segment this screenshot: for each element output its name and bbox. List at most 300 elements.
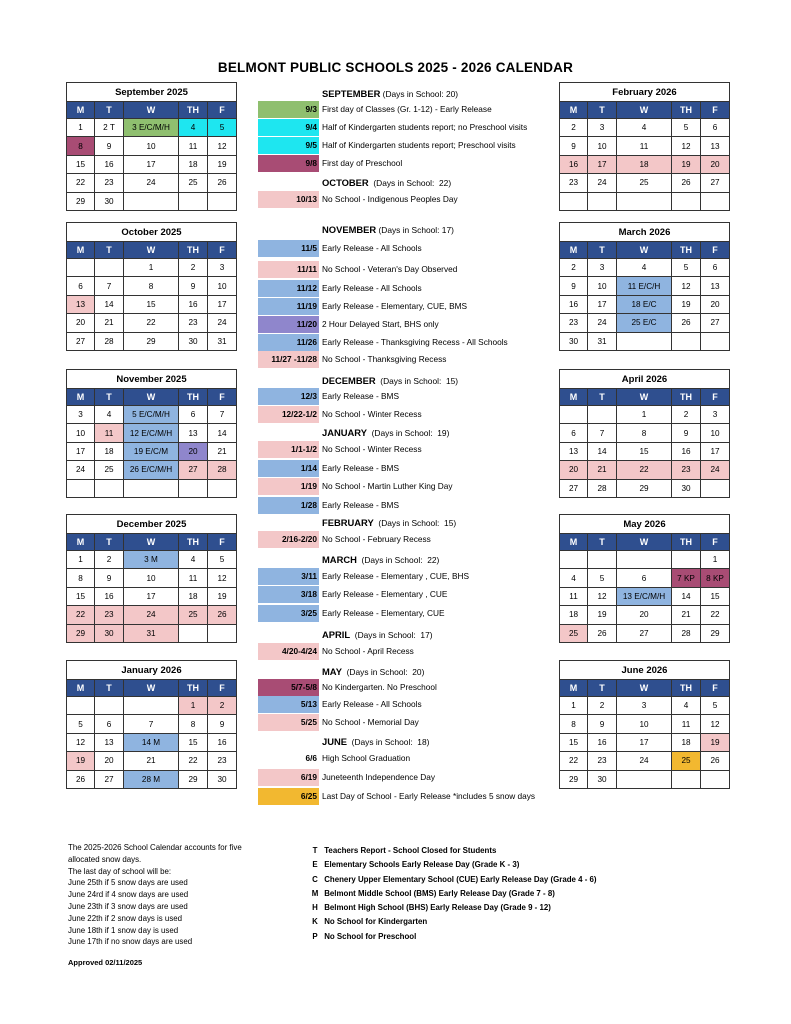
day-cell: 16 [560, 295, 588, 313]
event-date: 9/8 [258, 155, 319, 172]
weekday-header: M [560, 534, 588, 551]
event-row [258, 261, 548, 278]
month-calendar [559, 660, 730, 789]
day-cell: 8 [67, 569, 95, 587]
day-cell: 3 [588, 119, 617, 137]
month-name: April 2026 [560, 370, 730, 389]
day-cell: 10 [617, 715, 672, 733]
day-cell [701, 192, 730, 210]
weekday-header: M [560, 389, 588, 406]
month-name: June 2026 [560, 661, 730, 680]
day-cell [95, 697, 124, 715]
weekday-header: W [124, 389, 179, 406]
day-cell: 23 [179, 314, 208, 332]
day-cell: 26 [208, 174, 237, 192]
day-cell [208, 624, 237, 642]
day-cell: 9 [95, 569, 124, 587]
day-cell [588, 551, 617, 569]
day-cell: 28 [588, 479, 617, 497]
day-cell: 1 [124, 259, 179, 277]
weekday-header: T [95, 389, 124, 406]
event-row [258, 119, 548, 136]
event-description: No School - Martin Luther King Day [322, 481, 453, 491]
weekday-header: T [95, 534, 124, 551]
day-cell: 25 [617, 174, 672, 192]
day-cell: 2 [672, 406, 701, 424]
month-calendar [66, 369, 237, 498]
section-days-in-school: (Days in School: 15) [373, 518, 457, 528]
event-date: 5/7-5/8 [258, 679, 319, 696]
day-cell: 25 E/C [617, 314, 672, 332]
weekday-header: M [560, 242, 588, 259]
day-cell [560, 192, 588, 210]
month-calendar [559, 369, 730, 498]
month-name: September 2025 [67, 83, 237, 102]
day-cell: 18 [617, 155, 672, 173]
event-description: Early Release - Thanksgiving Recess - All Schools [322, 337, 508, 347]
legend-row [308, 930, 597, 944]
legend-text: Elementary Schools Early Release Day (Grade K - 3) [324, 860, 520, 870]
month-section-heading [322, 88, 458, 99]
event-description: No School - Veteran's Day Observed [322, 264, 458, 274]
legend-row [308, 901, 597, 915]
day-cell [672, 192, 701, 210]
weekday-header: TH [179, 389, 208, 406]
day-cell: 27 [701, 314, 730, 332]
event-row [258, 280, 548, 297]
day-cell: 18 [672, 733, 701, 751]
section-days-in-school: (Days in School: 22) [368, 178, 452, 188]
day-cell: 15 [179, 733, 208, 751]
day-cell: 17 [588, 155, 617, 173]
day-cell: 20 [560, 461, 588, 479]
legend-text: Belmont Middle School (BMS) Early Release Day (Grade 7 - 8) [324, 888, 555, 898]
day-cell [95, 479, 124, 497]
day-cell: 16 [179, 295, 208, 313]
event-date: 11/27 -11/28 [258, 351, 319, 368]
event-row [258, 406, 548, 423]
day-cell: 20 [179, 442, 208, 460]
weekday-header: W [617, 534, 672, 551]
section-month: APRIL [322, 629, 351, 640]
day-cell: 13 [179, 424, 208, 442]
day-cell: 10 [701, 424, 730, 442]
event-date: 11/26 [258, 334, 319, 351]
event-date: 1/28 [258, 497, 319, 514]
event-row [258, 531, 548, 548]
month-name: October 2025 [67, 223, 237, 242]
event-row [258, 351, 548, 368]
day-cell [560, 551, 588, 569]
legend-row [308, 844, 597, 858]
day-cell: 21 [208, 442, 237, 460]
event-row [258, 478, 548, 495]
day-cell: 4 [95, 406, 124, 424]
event-date: 9/5 [258, 137, 319, 154]
day-cell: 16 [95, 587, 124, 605]
day-cell [672, 332, 701, 350]
section-days-in-school: (Days in School: 20) [380, 89, 459, 99]
day-cell: 11 [179, 569, 208, 587]
weekday-header: W [124, 680, 179, 697]
day-cell: 24 [588, 174, 617, 192]
day-cell [617, 770, 672, 788]
day-cell: 10 [588, 277, 617, 295]
day-cell: 12 [701, 715, 730, 733]
day-cell: 28 [208, 461, 237, 479]
month-calendar [66, 82, 237, 211]
event-row [258, 334, 548, 351]
day-cell: 6 [95, 715, 124, 733]
day-cell: 24 [124, 174, 179, 192]
section-month: FEBRUARY [322, 517, 374, 528]
day-cell [617, 192, 672, 210]
day-cell: 15 [560, 733, 588, 751]
day-cell: 5 [208, 551, 237, 569]
day-cell: 12 [67, 733, 95, 751]
event-date: 6/25 [258, 788, 319, 805]
day-cell [124, 479, 179, 497]
day-cell: 25 [179, 606, 208, 624]
day-cell: 17 [701, 442, 730, 460]
day-cell [124, 192, 179, 210]
day-cell: 10 [588, 137, 617, 155]
day-cell: 20 [701, 295, 730, 313]
day-cell: 5 [67, 715, 95, 733]
legend-text: No School for Kindergarten [324, 917, 428, 927]
month-section-heading [322, 554, 439, 565]
month-calendar [559, 222, 730, 351]
weekday-header: TH [672, 534, 701, 551]
day-cell: 3 [67, 406, 95, 424]
section-month: JANUARY [322, 427, 367, 438]
day-cell: 4 [179, 551, 208, 569]
event-row [258, 696, 548, 713]
section-days-in-school: (Days in School: 17) [376, 225, 454, 235]
weekday-header: F [701, 102, 730, 119]
day-cell: 25 [179, 174, 208, 192]
day-cell: 2 [560, 119, 588, 137]
day-cell: 27 [617, 624, 672, 642]
event-description: First day of Preschool [322, 158, 403, 168]
day-cell [179, 192, 208, 210]
weekday-header: TH [179, 534, 208, 551]
note-line: allocated snow days. [68, 854, 142, 864]
event-date: 3/25 [258, 605, 319, 622]
day-cell: 4 [617, 259, 672, 277]
event-row [258, 191, 548, 208]
legend-row [308, 873, 597, 887]
event-date: 1/19 [258, 478, 319, 495]
day-cell: 10 [124, 137, 179, 155]
legend-key: T [312, 846, 318, 855]
event-description: No School - February Recess [322, 534, 431, 544]
day-cell: 8 [124, 277, 179, 295]
weekday-header: F [701, 389, 730, 406]
weekday-header: M [67, 680, 95, 697]
day-cell: 29 [701, 624, 730, 642]
section-month: DECEMBER [322, 375, 376, 386]
legend-row [308, 858, 597, 872]
event-date: 11/12 [258, 280, 319, 297]
event-row [258, 568, 548, 585]
event-description: Early Release - BMS [322, 500, 400, 510]
weekday-header: M [560, 102, 588, 119]
month-name: May 2026 [560, 515, 730, 534]
event-date: 5/13 [258, 696, 319, 713]
day-cell: 2 [588, 697, 617, 715]
day-cell: 11 [672, 715, 701, 733]
event-description: Early Release - BMS [322, 463, 400, 473]
event-description: No School - Winter Recess [322, 444, 422, 454]
event-row [258, 643, 548, 660]
day-cell: 5 [208, 119, 237, 137]
section-month: NOVEMBER [322, 224, 377, 235]
day-cell: 15 [67, 155, 95, 173]
day-cell: 3 [617, 697, 672, 715]
day-cell: 9 [588, 715, 617, 733]
day-cell: 19 [701, 733, 730, 751]
day-cell: 3 [588, 259, 617, 277]
day-cell: 18 [95, 442, 124, 460]
day-cell: 18 [179, 155, 208, 173]
legend-key: C [312, 874, 318, 884]
day-cell: 26 [208, 606, 237, 624]
day-cell: 13 [67, 295, 95, 313]
day-cell: 15 [67, 587, 95, 605]
event-description: Early Release - All Schools [322, 699, 422, 709]
weekday-header: M [560, 680, 588, 697]
day-cell: 13 [701, 137, 730, 155]
note-line: The 2025-2026 School Calendar accounts for five [68, 843, 242, 852]
day-cell: 7 KP [672, 569, 701, 587]
weekday-header: TH [672, 680, 701, 697]
weekday-header: F [208, 102, 237, 119]
day-cell: 29 [67, 192, 95, 210]
weekday-header: F [208, 680, 237, 697]
day-cell [617, 332, 672, 350]
day-cell: 19 [672, 295, 701, 313]
day-cell: 23 [588, 752, 617, 770]
section-days-in-school: (Days in School: 18) [347, 737, 430, 747]
event-date: 1/1-1/2 [258, 441, 319, 458]
day-cell: 28 M [124, 770, 179, 788]
day-cell: 18 E/C [617, 295, 672, 313]
event-row [258, 298, 548, 315]
section-days-in-school: (Days in School: 22) [356, 555, 440, 565]
day-cell: 4 [672, 697, 701, 715]
day-cell: 12 [208, 569, 237, 587]
day-cell: 14 [208, 424, 237, 442]
day-cell [701, 332, 730, 350]
day-cell: 23 [208, 752, 237, 770]
section-month: MAY [322, 666, 342, 677]
day-cell [672, 770, 701, 788]
day-cell: 20 [701, 155, 730, 173]
month-section-heading [322, 427, 449, 438]
day-cell: 12 [208, 137, 237, 155]
event-description: No School - Winter Recess [322, 409, 422, 419]
day-cell: 30 [672, 479, 701, 497]
day-cell: 22 [179, 752, 208, 770]
day-cell: 9 [560, 137, 588, 155]
day-cell: 26 E/C/M/H [124, 461, 179, 479]
day-cell: 16 [672, 442, 701, 460]
event-description: No School - Memorial Day [322, 717, 419, 727]
event-description: Early Release - Elementary, CUE [322, 608, 445, 618]
weekday-header: W [124, 242, 179, 259]
day-cell [124, 697, 179, 715]
day-cell: 14 [588, 442, 617, 460]
event-row [258, 101, 548, 118]
day-cell: 4 [179, 119, 208, 137]
day-cell: 19 [208, 155, 237, 173]
note-line: June 18th if 1 snow day is used [68, 925, 179, 935]
day-cell: 12 [588, 587, 617, 605]
day-cell: 29 [560, 770, 588, 788]
day-cell: 24 [124, 606, 179, 624]
event-row [258, 137, 548, 154]
weekday-header: M [67, 242, 95, 259]
event-date: 3/18 [258, 586, 319, 603]
day-cell: 10 [208, 277, 237, 295]
day-cell: 31 [208, 332, 237, 350]
day-cell: 21 [588, 461, 617, 479]
event-date: 3/11 [258, 568, 319, 585]
day-cell: 1 [701, 551, 730, 569]
day-cell: 5 [672, 119, 701, 137]
day-cell: 5 E/C/M/H [124, 406, 179, 424]
day-cell: 2 [95, 551, 124, 569]
event-date: 2/16-2/20 [258, 531, 319, 548]
day-cell: 8 [617, 424, 672, 442]
page-title: BELMONT PUBLIC SCHOOLS 2025 - 2026 CALENDAR [217, 60, 574, 75]
event-date: 11/5 [258, 240, 319, 257]
day-cell: 6 [701, 259, 730, 277]
day-cell: 12 E/C/M/H [124, 424, 179, 442]
day-cell: 4 [560, 569, 588, 587]
month-section-heading [322, 375, 458, 386]
weekday-header: F [208, 534, 237, 551]
event-date: 4/20-4/24 [258, 643, 319, 660]
day-cell: 19 E/C/M [124, 442, 179, 460]
weekday-header: M [67, 102, 95, 119]
month-calendar [66, 222, 237, 351]
day-cell: 14 M [124, 733, 179, 751]
note-line: June 23th if 3 snow days are used [68, 901, 188, 911]
event-row [258, 497, 548, 514]
month-calendar [66, 660, 237, 789]
day-cell: 30 [95, 192, 124, 210]
day-cell: 2 [208, 697, 237, 715]
event-date: 9/3 [258, 101, 319, 118]
weekday-header: T [95, 680, 124, 697]
legend-text: Belmont High School (BHS) Early Release Day (Grade 9 - 12) [324, 903, 551, 913]
event-description: Early Release - Elementary , CUE, BHS [322, 571, 470, 581]
weekday-header: F [208, 242, 237, 259]
section-month: SEPTEMBER [322, 88, 381, 99]
event-date: 6/19 [258, 769, 319, 786]
day-cell: 9 [208, 715, 237, 733]
event-description: No School - April Recess [322, 646, 414, 656]
day-cell: 1 [560, 697, 588, 715]
day-cell: 29 [179, 770, 208, 788]
day-cell: 24 [588, 314, 617, 332]
day-cell: 9 [179, 277, 208, 295]
day-cell: 26 [701, 752, 730, 770]
day-cell [67, 259, 95, 277]
day-cell: 17 [67, 442, 95, 460]
event-row [258, 388, 548, 405]
event-row [258, 586, 548, 603]
day-cell: 11 [179, 137, 208, 155]
day-cell: 25 [560, 624, 588, 642]
day-cell: 12 [672, 277, 701, 295]
day-cell: 11 [95, 424, 124, 442]
section-month: JUNE [322, 736, 348, 747]
month-section-heading [322, 224, 454, 235]
day-cell: 8 [179, 715, 208, 733]
weekday-header: W [617, 242, 672, 259]
day-cell: 9 [95, 137, 124, 155]
day-cell: 14 [95, 295, 124, 313]
event-date: 11/11 [258, 261, 319, 278]
day-cell: 19 [67, 752, 95, 770]
day-cell: 11 E/C/H [617, 277, 672, 295]
day-cell: 5 [588, 569, 617, 587]
day-cell: 7 [588, 424, 617, 442]
weekday-header: W [617, 389, 672, 406]
weekday-header: TH [179, 242, 208, 259]
day-cell: 19 [208, 587, 237, 605]
legend-key: M [311, 888, 319, 898]
weekday-header: M [67, 389, 95, 406]
note-line: The last day of school will be: [68, 866, 172, 876]
month-section-heading [322, 517, 456, 528]
day-cell [672, 551, 701, 569]
event-row [258, 441, 548, 458]
section-days-in-school: (Days in School: 19) [366, 428, 450, 438]
day-cell: 14 [672, 587, 701, 605]
weekday-header: W [617, 680, 672, 697]
approval-date: Approved 02/11/2025 [68, 958, 143, 967]
day-cell: 24 [701, 461, 730, 479]
day-cell: 22 [617, 461, 672, 479]
day-cell: 7 [208, 406, 237, 424]
event-description: No School - Indigenous Peoples Day [322, 194, 458, 204]
day-cell [588, 192, 617, 210]
day-cell: 29 [617, 479, 672, 497]
day-cell: 22 [124, 314, 179, 332]
day-cell: 6 [179, 406, 208, 424]
day-cell: 26 [67, 770, 95, 788]
event-description: 2 Hour Delayed Start, BHS only [322, 319, 439, 329]
weekday-header: W [617, 102, 672, 119]
weekday-header: T [588, 389, 617, 406]
day-cell [617, 551, 672, 569]
day-cell: 19 [672, 155, 701, 173]
weekday-header: TH [672, 102, 701, 119]
day-cell: 1 [179, 697, 208, 715]
day-cell: 3 [208, 259, 237, 277]
day-cell: 19 [588, 606, 617, 624]
legend-key: H [312, 903, 318, 913]
event-date: 6/6 [305, 753, 317, 763]
day-cell: 2 [560, 259, 588, 277]
day-cell: 5 [701, 697, 730, 715]
day-cell: 3 [701, 406, 730, 424]
event-description: No Kindergarten. No Preschool [322, 682, 437, 692]
